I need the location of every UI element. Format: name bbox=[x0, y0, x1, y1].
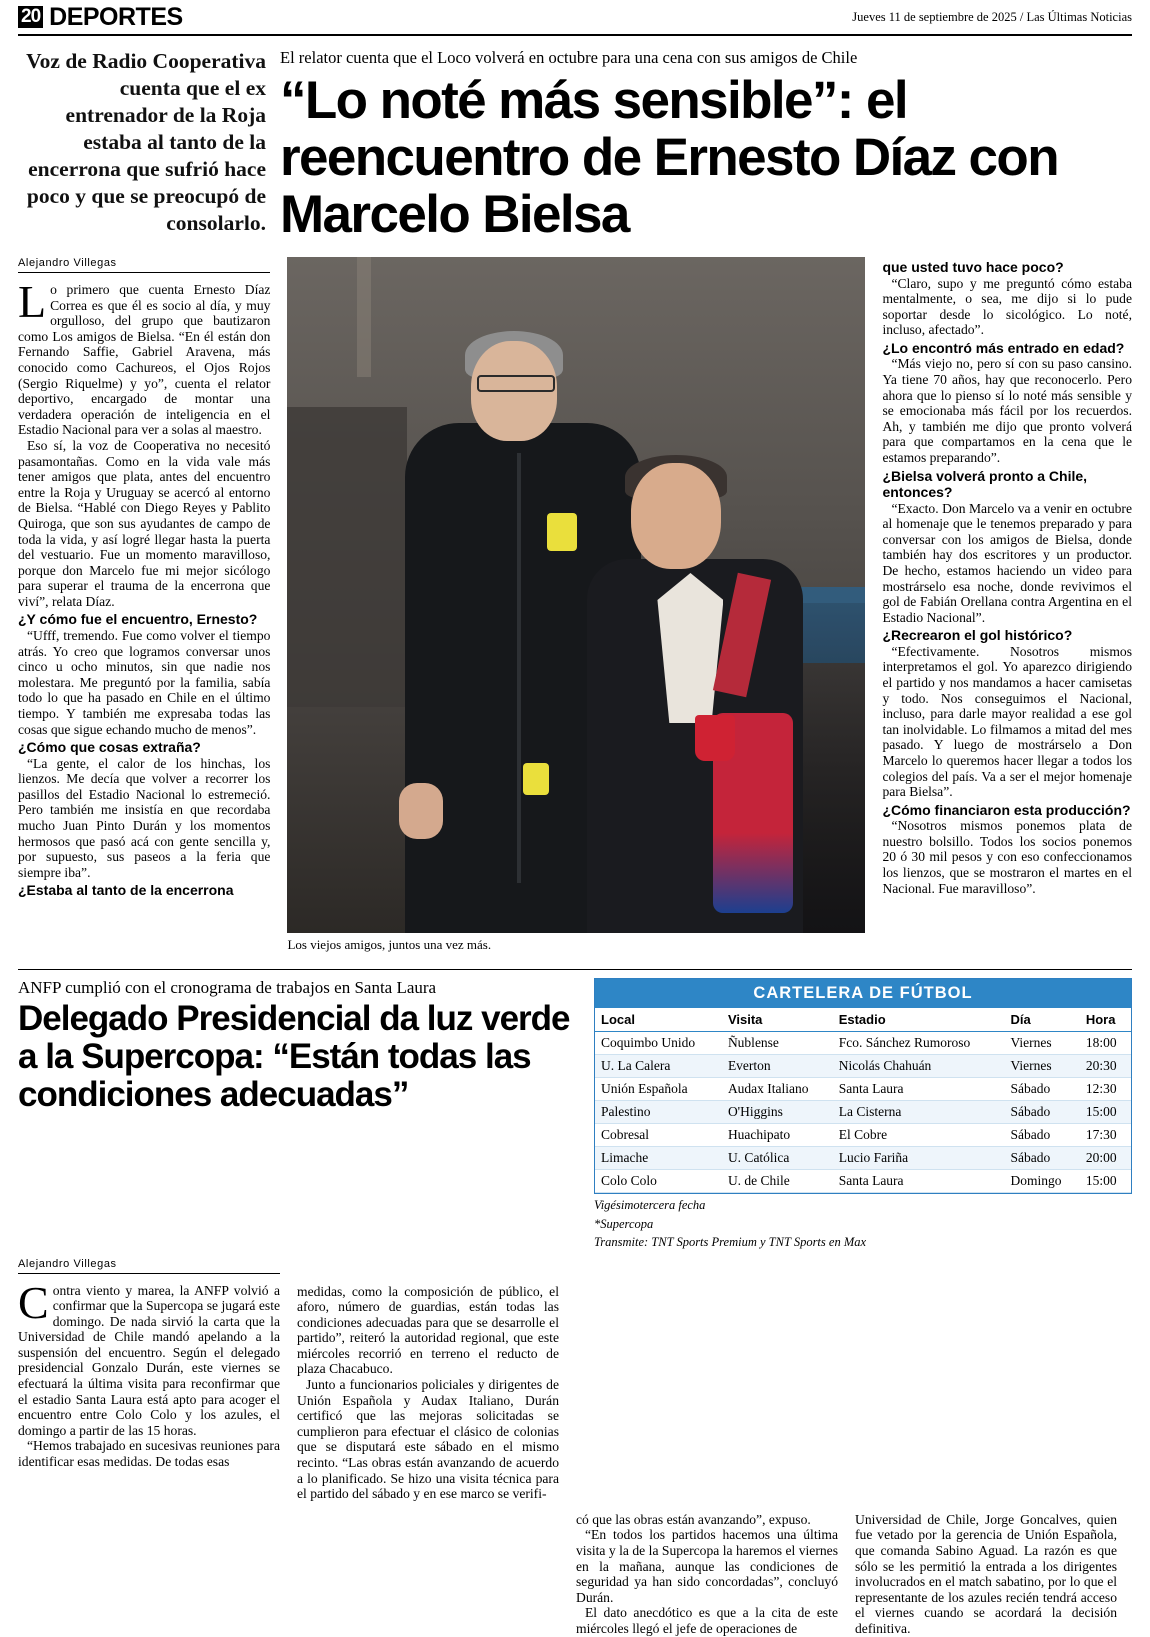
second-story-col3-text bbox=[576, 1512, 838, 1637]
second-story-text-col1 bbox=[18, 1276, 280, 1470]
table-cell: Viernes bbox=[1004, 1055, 1079, 1078]
article-paragraph: “La gente, el calor de los hinchas, los lienzos. Me decía que volver a recorrer los pasillos del Estadio Nacional lo estremeció. Pero también me insistía en que recordaba mucho Juan Pinto Durán y los momentos hermosos que pasó acá con gente sencilla y, por supuesto, sus paseos a la feria que siempre iba”. bbox=[18, 755, 271, 880]
second-story-col1 bbox=[18, 1258, 280, 1502]
photo-figure-diaz bbox=[587, 463, 803, 933]
article-paragraph: “En todos los partidos hacemos una última visita y la de la Supercopa la haremos el viernes en la mañana, aunque las condiciones de seguridad ya han sido concordadas”, concluyó Durán. bbox=[576, 1527, 838, 1605]
table-body bbox=[595, 1032, 1131, 1193]
table-cell: Nicolás Chahuán bbox=[833, 1055, 1005, 1078]
table-cell: Sábado bbox=[1004, 1101, 1079, 1124]
second-story-col4 bbox=[855, 1258, 1117, 1502]
table-cell: Domingo bbox=[1004, 1170, 1079, 1193]
article-text-col3 bbox=[882, 259, 1132, 896]
headline-block bbox=[280, 48, 1132, 243]
interview-question: ¿Cómo financiaron esta producción? bbox=[882, 801, 1131, 818]
table-row bbox=[595, 1124, 1131, 1147]
table-cell: La Cisterna bbox=[833, 1101, 1005, 1124]
table-column-header: Hora bbox=[1080, 1008, 1131, 1032]
interview-question: ¿Bielsa volverá pronto a Chile, entonces? bbox=[882, 467, 1088, 501]
article-column-1 bbox=[18, 257, 270, 953]
table-cell: 20:00 bbox=[1080, 1147, 1131, 1170]
article-paragraph: Junto a funcionarios policiales y dirigentes de Unión Española y Audax Italiano, Durán certificó que las mejoras solicitadas se cumplieron para efectuar el clásico de colonias que se disputará este sábado en el mismo recinto. “Las obras están avanzando de acuerdo a lo planificado. Se hizo una visita técnica para el partido del sábado y en ese marco se verifi- bbox=[297, 1377, 559, 1502]
bottom-spacer-2 bbox=[297, 1512, 559, 1637]
headline-area bbox=[18, 48, 1132, 243]
table-row bbox=[595, 1032, 1131, 1055]
table-cell: U. de Chile bbox=[722, 1170, 833, 1193]
photo-caption: Los viejos amigos, juntos una vez más. bbox=[287, 937, 492, 952]
drop-cap: L bbox=[18, 276, 47, 327]
table-row bbox=[595, 1101, 1131, 1124]
table-cell: 18:00 bbox=[1080, 1032, 1131, 1055]
page-title: “Lo noté más sensible”: el reencuentro de Ernesto Díaz con Marcelo Bielsa bbox=[280, 71, 1058, 244]
fixtures-notes bbox=[594, 1198, 1132, 1250]
article-paragraph: “Exacto. Don Marcelo va a venir en octubre al homenaje que le tenemos preparado y para conversar con los amigos de Bielsa, donde también hay dos escritores y un productor. De hecho, estamos haciendo un video para mostrárselo esa noche, donde revivimos el gol de Fabián Orellana contra Argentina en el Estadio Nacional”. bbox=[882, 500, 1132, 625]
article-paragraph: có que las obras están avanzando”, expuso. bbox=[576, 1511, 811, 1527]
table-header-row bbox=[595, 1008, 1131, 1032]
table-row bbox=[595, 1170, 1131, 1193]
second-story-area bbox=[18, 969, 1132, 1250]
article-paragraph: Universidad de Chile, Jorge Goncalves, quien fue vetado por la gerencia de Unión Española, que comanda Sabino Aguad. La razón es que sólo se les permitió la entrada a los dirigentes involucrados en el match sabatino, por lo que el representante de los azules recién tendrá acceso el viernes cuando se acordará la decisión definitiva. bbox=[855, 1511, 1117, 1636]
article-paragraph: Lo primero que cuenta Ernesto Díaz Correa es que él es socio al día, y muy orgulloso, del grupo que bautizaron como Los amigos de Bielsa. “En él están don Fernando Saffie, Gabriel Aravena, más conocido como Cachureos, el Ojos Rojos (Sergio Riquelme) y yo”, cuenta el relator deportivo, encargado de montar una verdadera operación de inteligencia en el Estadio Nacional para ver a solas al maestro. bbox=[18, 276, 271, 438]
table-row bbox=[595, 1078, 1131, 1101]
second-story-headline-block bbox=[18, 978, 576, 1250]
table-cell: 17:30 bbox=[1080, 1124, 1131, 1147]
table-cell: Cobresal bbox=[595, 1124, 722, 1147]
table-cell: U. La Calera bbox=[595, 1055, 722, 1078]
photo-credit: CEDIDA bbox=[275, 886, 286, 927]
story-kicker: El relator cuenta que el Loco volverá en octubre para una cena con sus amigos de Chile bbox=[280, 48, 858, 67]
drop-cap: C bbox=[18, 1276, 49, 1328]
article-paragraph: Contra viento y marea, la ANFP volvió a confirmar que la Supercopa se jugará este domingo. De nada sirvió la carta que la Universidad de Chile mandó apelando a la suspensión del encuentro. Según el delegado presidencial Gonzalo Durán, este viernes se efectuará la última visita para reconfirmar que el estadio Santa Laura está apto para acoger el encuentro entre Colo Colo y los azules, el domingo a partir de las 15 horas. bbox=[18, 1276, 280, 1438]
interview-question: ¿Recrearon el gol histórico? bbox=[882, 627, 1073, 644]
article-paragraph: “Claro, supo y me preguntó cómo estaba mentalmente, o sea, me dijo si lo pude soportar desde lo sicológico. Lo noté, incluso, afectado”. bbox=[882, 275, 1132, 338]
second-story-text-col2 bbox=[297, 1284, 559, 1502]
table-cell: Limache bbox=[595, 1147, 722, 1170]
table-cell: 20:30 bbox=[1080, 1055, 1131, 1078]
article-paragraph: “Nosotros mismos ponemos plata de nuestro bolsillo. Todos los socios ponemos 20 ó 30 mil pesos y con eso confeccionamos los lienzos, que se mostraron el martes en el Nacional. Fue maravilloso”. bbox=[882, 818, 1132, 896]
table-cell: 15:00 bbox=[1080, 1101, 1131, 1124]
masthead-date-brand bbox=[852, 10, 1132, 25]
table-row bbox=[595, 1147, 1131, 1170]
article-paragraph: “Hemos trabajado en sucesivas reuniones para identificar esas medidas. De todas esas bbox=[18, 1438, 280, 1470]
second-story-columns-bottom bbox=[18, 1512, 1132, 1637]
table-cell: Santa Laura bbox=[833, 1078, 1005, 1101]
masthead bbox=[18, 0, 1132, 36]
page-number: 20 bbox=[18, 6, 43, 28]
article-column-3 bbox=[882, 257, 1132, 953]
table-cell: O'Higgins bbox=[722, 1101, 833, 1124]
table-cell: Coquimbo Unido bbox=[595, 1032, 722, 1055]
table-cell: Fco. Sánchez Rumoroso bbox=[833, 1032, 1005, 1055]
table-cell: 15:00 bbox=[1080, 1170, 1131, 1193]
masthead-date: Jueves 11 de septiembre de 2025 bbox=[852, 9, 1017, 24]
article-paragraph: medidas, como la composición de público, el aforo, número de guardias, están todas las condiciones adecuadas para que se desarrolle el partido”, reiteró la autoridad regional, que este miércoles recorrió en terreno el reducto de plaza Chacabuco. bbox=[297, 1283, 559, 1377]
article-paragraph: “Efectivamente. Nosotros mismos interpretamos el gol. Yo aparezco dirigiendo el partido y nos mandamos a hacer camisetas y todo. Nos conseguimos el Nacional, incluso, para darle mayor realidad a ese gol tan inolvidable. Lo filmamos a mitad del mes pasado. Y luego de mostrárselo a Don Marcelo lo queremos hacer llegar a todos los colegios del país. Va a ser el mejor homenaje para Bielsa”. bbox=[882, 643, 1132, 800]
table-row bbox=[595, 1055, 1131, 1078]
article-paragraph: El dato anecdótico es que a la cita de este miércoles llegó el jefe de operaciones de bbox=[576, 1605, 838, 1636]
table-column-header: Estadio bbox=[833, 1008, 1005, 1032]
interview-question: ¿Estaba al tanto de la encerrona bbox=[18, 882, 234, 899]
table-cell: Colo Colo bbox=[595, 1170, 722, 1193]
interview-question: que usted tuvo hace poco? bbox=[882, 259, 1064, 275]
second-story-col4-text bbox=[855, 1512, 1117, 1637]
second-story-col3 bbox=[576, 1258, 838, 1502]
interview-question: ¿Y cómo fue el encuentro, Ernesto? bbox=[18, 611, 258, 628]
article-paragraph: Eso sí, la voz de Cooperativa no necesitó pasamontañas. Como en la vida vale más tener amigos que plata, antes del encuentro entre la Roja y Uruguay se acercó al entorno de Bielsa. “Hablé con Diego Reyes y Pablito Quiroga, que son sus ayudantes de campo de toda la vida, y así logré llegar hasta la puerta del vestuario. Fue un momento maravilloso, porque don Marcelo fue mi mejor sicólogo para superar el trauma de la encerrona que viví”, relata Díaz. bbox=[18, 437, 271, 609]
table-cell: Audax Italiano bbox=[722, 1078, 833, 1101]
fixtures-title: CARTELERA DE FÚTBOL bbox=[595, 979, 1131, 1008]
second-story-kicker: ANFP cumplió con el cronograma de trabajos en Santa Laura bbox=[18, 978, 437, 997]
table-cell: 12:30 bbox=[1080, 1078, 1131, 1101]
lead-paragraph: Voz de Radio Cooperativa cuenta que el ex entrenador de la Roja estaba al tanto de la encerrona que sufrió hace poco y que se preocupó de consolarlo. bbox=[26, 49, 266, 235]
glasses-icon bbox=[477, 375, 555, 392]
fixtures-note: Transmite: TNT Sports Premium y TNT Sports en Max bbox=[594, 1235, 867, 1249]
masthead-brand: Las Últimas Noticias bbox=[1026, 9, 1132, 24]
table-cell: Palestino bbox=[595, 1101, 722, 1124]
second-story-col2 bbox=[297, 1258, 559, 1502]
article-text-col1 bbox=[18, 276, 271, 899]
table-cell: U. Católica bbox=[722, 1147, 833, 1170]
second-story-title: Delegado Presidencial da luz verde a la Supercopa: “Están todas las condiciones adecuadas” bbox=[18, 999, 570, 1114]
table-cell: Sábado bbox=[1004, 1078, 1079, 1101]
table-cell: Sábado bbox=[1004, 1124, 1079, 1147]
article-paragraph: “Más viejo no, pero sí con su paso cansino. Ya tiene 70 años, hay que reconocerlo. Pero ahora que lo pienso sí lo noté más sensible y se emocionaba más fácil por los recuerdos. Ah, y también me dijo que pronto volverá para que compartamos en la cena que le estamos preparando”. bbox=[882, 356, 1132, 465]
table-cell: Sábado bbox=[1004, 1147, 1079, 1170]
story-photo bbox=[275, 257, 865, 933]
table-cell: El Cobre bbox=[833, 1124, 1005, 1147]
table-cell: Ñublense bbox=[722, 1032, 833, 1055]
table-cell: Lucio Fariña bbox=[833, 1147, 1005, 1170]
table-cell: Santa Laura bbox=[833, 1170, 1005, 1193]
masthead-separator: / bbox=[1016, 9, 1027, 24]
table-cell: Unión Española bbox=[595, 1078, 722, 1101]
table-cell: Viernes bbox=[1004, 1032, 1079, 1055]
bottom-spacer-1 bbox=[18, 1512, 280, 1637]
photo-column bbox=[275, 257, 865, 953]
interview-question: ¿Cómo que cosas extraña? bbox=[18, 739, 201, 756]
second-story-columns-top bbox=[18, 1258, 1132, 1502]
byline-main: Alejandro Villegas bbox=[18, 257, 270, 273]
byline-second: Alejandro Villegas bbox=[18, 1258, 280, 1274]
table-cell: Everton bbox=[722, 1055, 833, 1078]
main-story-body bbox=[18, 257, 1132, 953]
fixtures-note: Vigésimotercera fecha bbox=[594, 1198, 706, 1212]
table-column-header: Visita bbox=[722, 1008, 833, 1032]
table-column-header: Local bbox=[595, 1008, 722, 1032]
interview-question: ¿Lo encontró más entrado en edad? bbox=[882, 339, 1125, 356]
fixtures-note: *Supercopa bbox=[594, 1216, 654, 1231]
table-cell: Huachipato bbox=[722, 1124, 833, 1147]
fixtures-table bbox=[594, 978, 1132, 1194]
article-paragraph: “Ufff, tremendo. Fue como volver el tiempo atrás. Yo creo que logramos conversar unos cinco u ocho minutos, sin que nadie nos molestara. Me preguntó por la familia, sabía todo lo que ha pasado en Chile en el último tiempo. Y también me expresaba todas las cosas que sigue echando mucho de menos”. bbox=[18, 627, 271, 737]
cartelera-block bbox=[594, 978, 1132, 1250]
table-column-header: Día bbox=[1004, 1008, 1079, 1032]
section-name: DEPORTES bbox=[49, 2, 183, 31]
